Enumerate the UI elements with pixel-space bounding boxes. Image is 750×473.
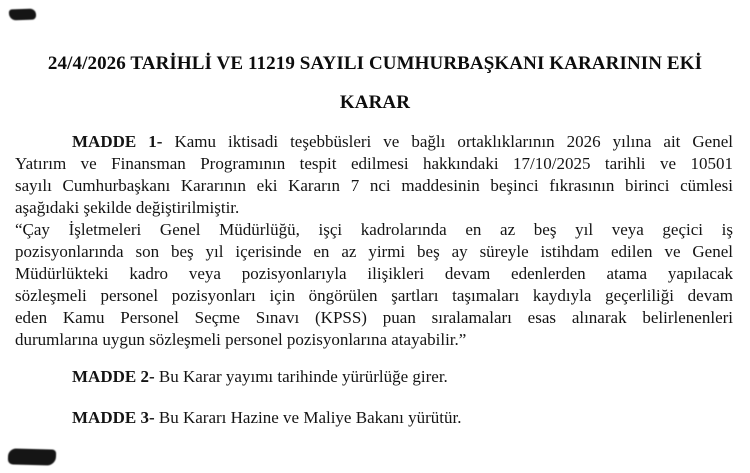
article-1-line-3: sayılı Cumhurbaşkanı Kararının eki Kararın 7 nci maddesinin beşinci fıkrasının birinci cümlesi <box>15 176 733 195</box>
article-1-paragraph <box>15 131 733 219</box>
quoted-amendment-line-5: eden Kamu Personel Seçme Sınavı (KPSS) puan sıralamaları esas alınarak belirlenenleri <box>15 308 733 327</box>
article-1-label: MADDE 1- <box>72 132 163 151</box>
article-1-line-4: aşağıdaki şekilde değiştirilmiştir. <box>15 198 240 217</box>
quoted-amendment-line-2: pozisyonlarında son beş yıl içerisinde en az yirmi beş ay süreyle istihdam edilen ve Genel <box>15 242 733 261</box>
quoted-amendment-line-4: sözleşmeli personel pozisyonları için öngörülen şartları taşımaları kaydıyla geçerliliği devam <box>15 286 733 305</box>
article-3-text: Bu Kararı Hazine ve Maliye Bakanı yürütür. <box>158 408 462 427</box>
article-3-label: MADDE 3- <box>72 408 155 427</box>
article-2-paragraph <box>15 366 733 388</box>
decree-subtitle: KARAR <box>339 92 411 113</box>
quoted-amendment-paragraph <box>15 219 733 351</box>
quoted-amendment-line-3: Müdürlükteki kadro veya pozisyonlarıyla ilişikleri devam edenlerden atama yapılacak <box>15 264 733 283</box>
quoted-amendment-line-6: durumlarına uygun sözleşmeli personel pozisyonlarına atayabilir.” <box>15 330 467 349</box>
article-1-line-1 <box>15 131 733 153</box>
article-1-line-2: Yatırım ve Finansman Programının tespit edilmesi hakkındaki 17/10/2025 tarihli ve 10501 <box>15 154 733 173</box>
quoted-amendment-line-1: “Çay İşletmeleri Genel Müdürlüğü, işçi kadrolarında en az beş yıl veya geçici iş <box>15 220 733 239</box>
article-3-line <box>15 407 733 429</box>
article-3-paragraph <box>15 407 733 429</box>
article-2-label: MADDE 2- <box>72 367 155 386</box>
ink-smudge-bottom-left <box>8 448 56 465</box>
article-2-text: Bu Karar yayımı tarihinde yürürlüğe girer. <box>158 367 448 386</box>
article-1-line-1-text: Kamu iktisadi teşebbüsleri ve bağlı ortaklıklarının 2026 yılına ait Genel <box>174 132 734 151</box>
decree-title: 24/4/2026 TARİHLİ VE 11219 SAYILI CUMHURBAŞKANI KARARININ EKİ <box>47 53 703 74</box>
ink-smudge-top-left <box>9 9 36 21</box>
article-2-line <box>15 366 733 388</box>
